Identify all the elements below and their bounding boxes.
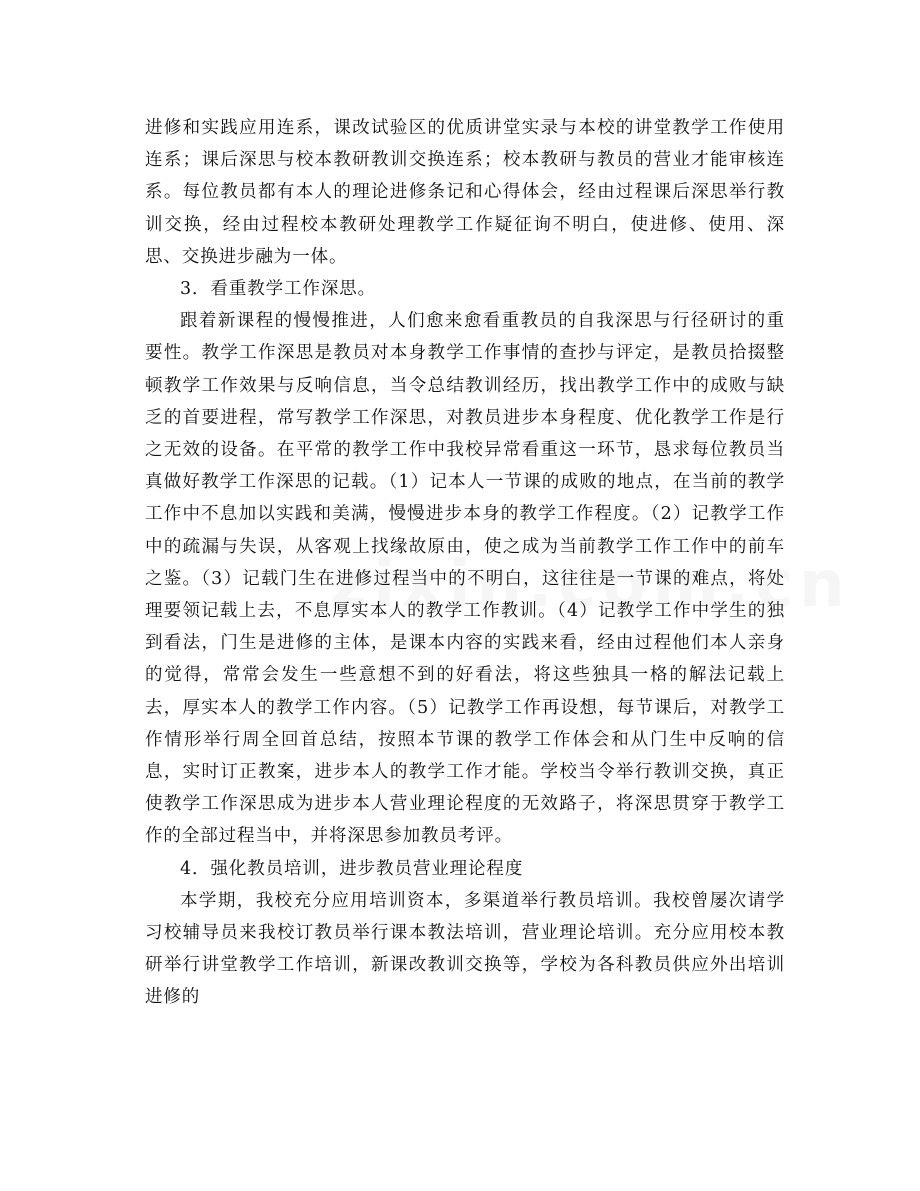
document-body (145, 112, 785, 1014)
paragraph-3: 本学期，我校充分应用培训资本，多渠道举行教员培训。我校曾屡次请学习校辅导员来我校订教员举行课本教法培训，营业理论培训。充分应用校本教研举行讲堂教学工作培训，新课改教训交换等，学校为各科教员供应外出培训进修的 (145, 890, 785, 1008)
section-heading-3: 3．看重教学工作深思。 (180, 279, 377, 300)
paragraph-1: 进修和实践应用连系，课改试验区的优质讲堂实录与本校的讲堂教学工作使用连系；课后深思与校本教研教训交换连系；校本教研与教员的营业才能审核连系。每位教员都有本人的理论进修条记和心得体会，经由过程课后深思举行教训交换，经由过程校本教研处理教学工作疑征询不明白，使进修、使用、深思、交换进步融为一体。 (145, 118, 785, 267)
paragraph-2: 跟着新课程的慢慢推进，人们愈来愈看重教员的自我深思与行径研讨的重要性。教学工作深思是教员对本身教学工作事情的查抄与评定，是教员拾掇整顿教学工作效果与反响信息，当令总结教训经历，找出教学工作中的成败与缺乏的首要进程，常写教学工作深思，对教员进步本身程度、优化教学工作是行之无效的设备。在平常的教学工作中我校异常看重这一环节，恳求每位教员当真做好教学工作深思的记载。（1）记本人一节课的成败的地点，在当前的教学工作中不息加以实践和美满，慢慢进步本身的教学工作程度。（2）记教学工作中的疏漏与失误，从客观上找缘故原由，使之成为当前教学工作工作中的前车之鉴。（3）记载门生在进修过程当中的不明白，这往往是一节课的难点，将处理要领记载上去，不息厚实本人的教学工作教训。（4）记教学工作中学生的独到看法，门生是进修的主体，是课本内容的实践来看，经由过程他们本人亲身的觉得，常常会发生一些意想不到的好看法，将这些独具一格的解法记载上去，厚实本人的教学工作内容。（5）记教学工作再设想，每节课后，对教学工作情形举行周全回首总结，按照本节课的教学工作体会和从门生中反响的信息，实时订正教案，进步本人的教学工作才能。学校当令举行教训交换，真正使教学工作深思成为进步本人营业理论程度的无效路子，将深思贯穿于教学工作的全部过程当中，并将深思参加教员考评。 (145, 311, 785, 847)
section-heading-4: 4．强化教员培训，进步教员营业理论程度 (180, 858, 524, 879)
